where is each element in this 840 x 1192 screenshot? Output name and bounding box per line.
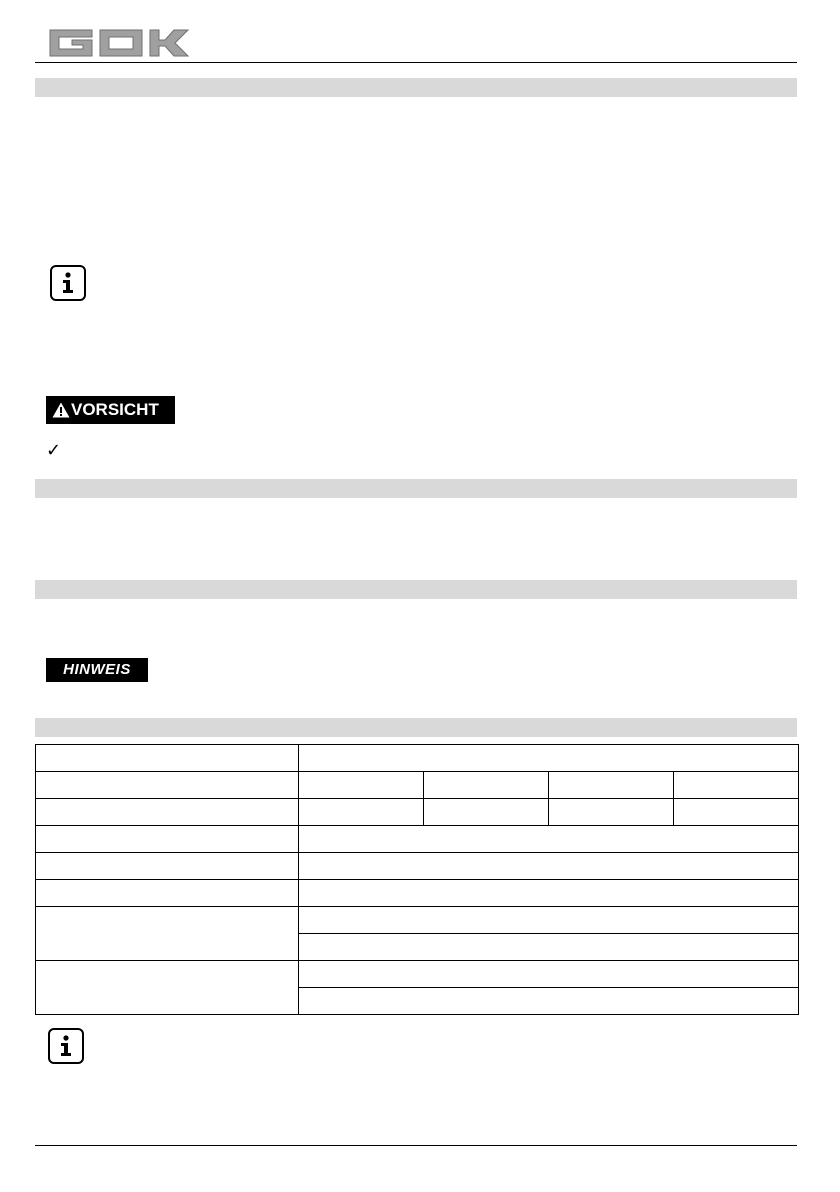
warning-triangle-icon [52, 402, 70, 418]
table-cell [299, 799, 424, 826]
gok-logo-graphic [46, 28, 192, 58]
table-cell [36, 961, 299, 1015]
table-cell [299, 880, 799, 907]
table-row [36, 826, 799, 853]
table-row [36, 745, 799, 772]
check-mark-icon: ✓ [46, 440, 62, 461]
table-cell [36, 907, 299, 961]
table-cell [36, 772, 299, 799]
info-icon [50, 265, 86, 301]
table-cell [36, 853, 299, 880]
section-heading-bar [35, 718, 797, 737]
table-row [36, 961, 799, 988]
info-icon [48, 1028, 84, 1064]
table-cell [674, 772, 799, 799]
table-cell [674, 799, 799, 826]
table-cell [299, 853, 799, 880]
table-cell [299, 934, 799, 961]
table-cell [36, 880, 299, 907]
section-heading-bar [35, 580, 797, 599]
table-row [36, 772, 799, 799]
table-cell [299, 772, 424, 799]
table-cell [549, 799, 674, 826]
section-heading-bar [35, 78, 797, 97]
caution-signal-word [46, 396, 175, 424]
footer-rule [35, 1145, 797, 1146]
table-cell [299, 826, 799, 853]
gok-logo [46, 28, 192, 63]
info-icon-glyph [50, 1030, 81, 1061]
table-cell [299, 961, 799, 988]
caution-label: VORSICHT [71, 400, 159, 419]
table-cell [36, 745, 299, 772]
technical-data-table [35, 744, 799, 1015]
table-cell [424, 772, 549, 799]
section-heading-bar [35, 479, 797, 498]
table-row [36, 907, 799, 934]
notice-signal-word: HINWEIS [46, 658, 148, 682]
table-row [36, 799, 799, 826]
info-icon-glyph [52, 267, 83, 298]
header-rule [35, 62, 797, 63]
table-row [36, 880, 799, 907]
table-cell [299, 745, 799, 772]
table-cell [424, 799, 549, 826]
table-cell [299, 907, 799, 934]
table-cell [36, 799, 299, 826]
table-row [36, 853, 799, 880]
table-cell [36, 826, 299, 853]
table-cell [549, 772, 674, 799]
table-cell [299, 988, 799, 1015]
